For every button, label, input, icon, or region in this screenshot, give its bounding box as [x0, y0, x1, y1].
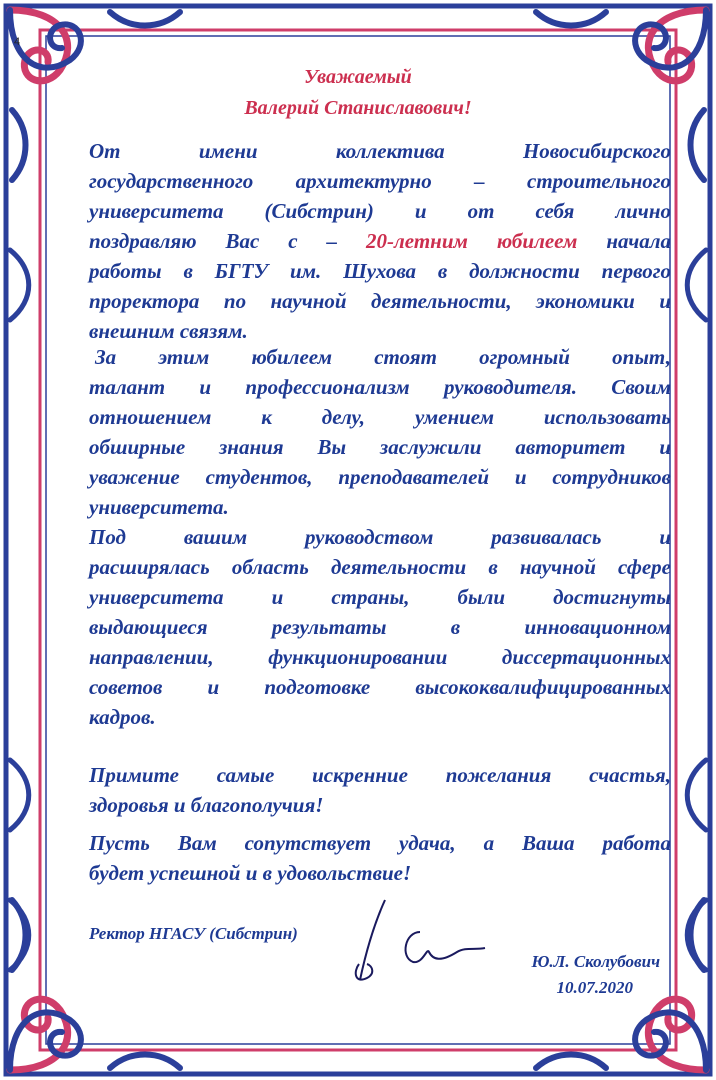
text-line: направлении, функционировании диссертационных	[89, 645, 671, 669]
paragraph-1	[89, 136, 671, 346]
text-line: уважение студентов, преподавателей и сотрудников	[89, 465, 671, 489]
anniversary-highlight: 20-летним юбилеем	[366, 229, 578, 253]
text-line: работы в БГТУ им. Шухова в должности первого	[89, 259, 671, 283]
text-fragment: начала	[606, 229, 672, 253]
text-line: талант и профессионализм руководителя. Своим	[89, 375, 671, 399]
text-line: университета и страны, были достигнуты	[89, 585, 671, 609]
greeting-line-2: Валерий Станиславович!	[244, 97, 472, 119]
text-line: обширные знания Вы заслужили авторитет и	[89, 435, 671, 459]
text-line: Примите самые искренние пожелания счастья,	[89, 763, 671, 787]
signatory-name: Ю.Л. Сколубович	[531, 952, 660, 971]
handwritten-signature	[345, 892, 495, 992]
text-line: советов и подготовке высококвалифицированных	[89, 675, 671, 699]
side-ornament-right	[687, 250, 706, 970]
text-line-with-highlight	[89, 226, 671, 256]
text-line: внешним связям.	[89, 319, 248, 343]
signature-date: 10.07.2020	[556, 978, 633, 997]
text-line: отношением к делу, умением использовать	[89, 405, 671, 429]
text-line: За этим юбилеем стоят огромный опыт,	[95, 345, 671, 369]
text-line: здоровья и благополучия!	[89, 793, 324, 817]
text-line: будет успешной и в удовольствие!	[89, 861, 412, 885]
side-ornament-left	[10, 250, 29, 970]
text-line: проректора по научной деятельности, экономики и	[89, 289, 671, 313]
text-line: Пусть Вам сопутствует удача, а Ваша работа	[89, 831, 671, 855]
text-line: государственного архитектурно – строительного	[89, 169, 671, 193]
paragraph-2	[89, 342, 671, 522]
paragraph-3	[89, 522, 671, 732]
paragraph-4	[89, 760, 671, 820]
text-line: кадров.	[89, 705, 156, 729]
text-line: университета (Сибстрин) и от себя лично	[89, 199, 671, 223]
signatory-title: Ректор НГАСУ (Сибстрин)	[89, 924, 298, 943]
paragraph-5	[89, 828, 671, 888]
text-line: выдающиеся результаты в инновационном	[89, 615, 671, 639]
page-mark: 4	[14, 36, 21, 48]
text-line: расширялась область деятельности в научной сфере	[89, 555, 671, 579]
text-fragment: поздравляю Вас с –	[89, 229, 338, 253]
text-line: От имени коллектива Новосибирского	[89, 139, 671, 163]
text-line: Под вашим руководством развивалась и	[89, 525, 671, 549]
greeting-line-1: Уважаемый	[304, 66, 412, 88]
text-line: университета.	[89, 495, 229, 519]
